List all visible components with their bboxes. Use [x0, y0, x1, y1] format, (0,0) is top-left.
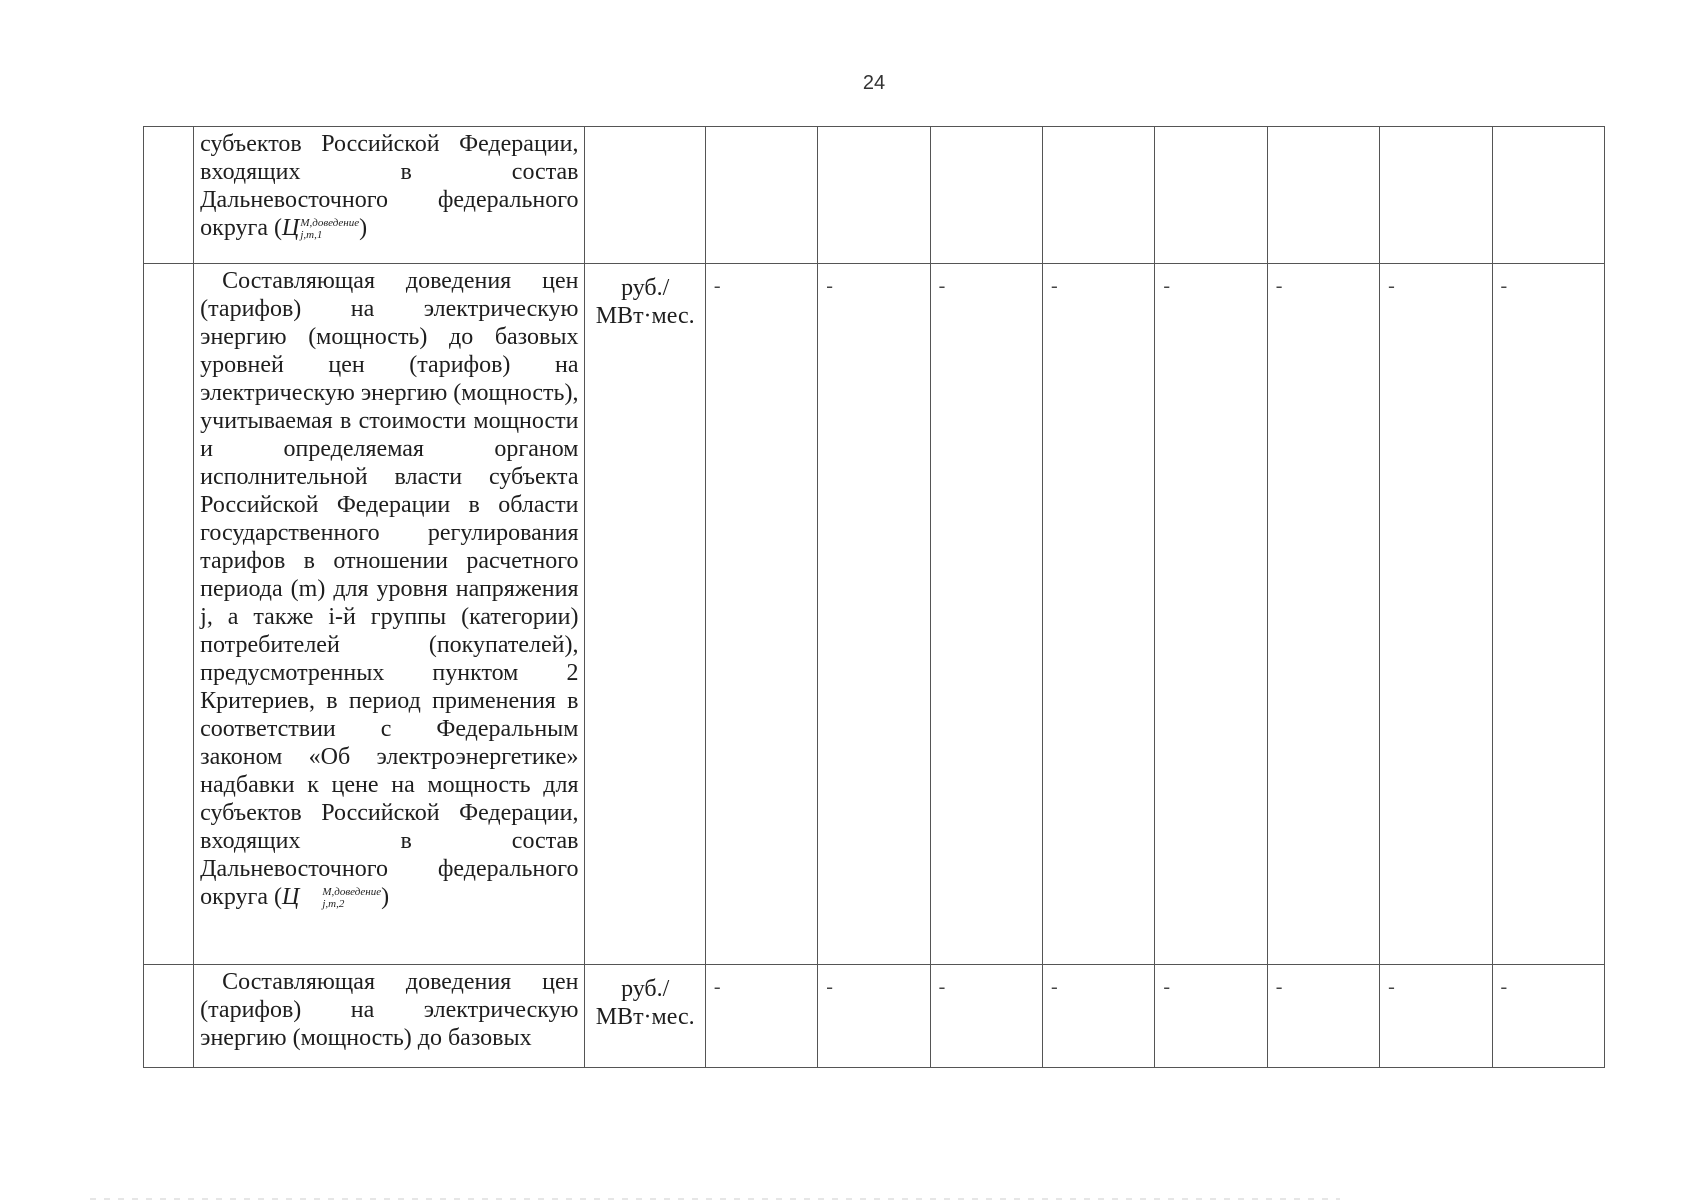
value-cell: [705, 127, 817, 264]
value-text: -: [826, 275, 833, 297]
value-cell: [1043, 264, 1155, 965]
value-text: -: [938, 275, 946, 297]
value-cell: [1492, 127, 1604, 264]
page-number: 24: [862, 72, 886, 94]
description-cell: [194, 965, 585, 1068]
value-cell: [1380, 127, 1492, 264]
unit-text: [585, 127, 704, 137]
formula-symbol: Ц: [282, 215, 300, 241]
value-cell: [1492, 264, 1604, 965]
value-text: -: [1275, 976, 1283, 998]
value-cell: [1155, 965, 1267, 1068]
formula-superscript: M,доведение: [322, 886, 382, 899]
value-cell: [818, 965, 930, 1068]
value-cell: [930, 127, 1042, 264]
value-text: -: [1500, 275, 1508, 297]
value-text: [1380, 127, 1491, 135]
value-cell: [705, 264, 817, 965]
value-text: -: [1275, 275, 1283, 297]
value-cell: [1267, 965, 1379, 1068]
value-text: [818, 127, 929, 135]
value-text: [931, 127, 1042, 135]
table-row: [144, 127, 1605, 264]
formula-indices: [300, 217, 359, 241]
value-cell: [1267, 127, 1379, 264]
value-cell: [1267, 264, 1379, 965]
description-text: Составляющая доведения цен (тарифов) на электрическую энергию (мощность) до базовых уровней цен (тарифов) на электрическую энергию (мощность), учитываемая в стоимости мощности и определяемая органом исполнительной власти субъекта Российской Федерации в области государственного регулирования тарифов в отношении расчетного периода (m) для уровня напряжения j, а также i-й группы (категории) потребителей (покупателей), предусмотренных пунктом 2 Критериев, в период применения в соответствии с Федеральным законом «Об электроэнергетике» надбавки к цене на мощность для субъектов Российской Федерации, входящих в состав Дальневосточного федерального округа (: [200, 268, 579, 910]
value-text: -: [1051, 275, 1058, 297]
value-cell: [1492, 965, 1604, 1068]
formula-symbol: Ц: [282, 884, 300, 910]
value-text: -: [713, 275, 721, 297]
unit-cell: [585, 264, 705, 965]
value-text: -: [1388, 976, 1395, 998]
formula-indices: [300, 886, 381, 910]
formula-subscript: j,m,1: [300, 229, 323, 242]
value-text: [1268, 127, 1379, 135]
table-row: [144, 965, 1605, 1068]
value-cell: [1380, 965, 1492, 1068]
value-cell: [1380, 264, 1492, 965]
value-text: -: [1163, 275, 1171, 297]
value-cell: [1155, 127, 1267, 264]
value-text: -: [1500, 976, 1508, 998]
row-number-cell: [144, 264, 194, 965]
row-number-cell: [144, 127, 194, 264]
description-cell: [194, 264, 585, 965]
value-text: [1043, 127, 1154, 135]
description-text: субъектов Российской Федерации, входящих в состав Дальневосточного федерального округа (: [200, 131, 579, 241]
value-cell: [930, 264, 1042, 965]
value-cell: [818, 127, 930, 264]
value-cell: [1043, 965, 1155, 1068]
value-text: -: [1163, 976, 1171, 998]
description-text: Составляющая доведения цен (тарифов) на электрическую энергию (мощность) до базовых: [200, 969, 579, 1051]
value-text: -: [1051, 976, 1058, 998]
value-text: [706, 127, 817, 135]
formula-superscript: M,доведение: [300, 217, 360, 230]
value-text: -: [1388, 275, 1395, 297]
value-text: [1155, 127, 1266, 135]
value-cell: [705, 965, 817, 1068]
value-cell: [818, 264, 930, 965]
formula-subscript: j,m,2: [322, 898, 345, 911]
description-cell: [194, 127, 585, 264]
value-text: -: [826, 976, 833, 998]
table-row: [144, 264, 1605, 965]
unit-cell: [585, 127, 705, 264]
tariff-table: [143, 126, 1605, 1068]
value-text: [1493, 127, 1604, 135]
row-number-cell: [144, 965, 194, 1068]
unit-cell: [585, 965, 705, 1068]
value-cell: [1155, 264, 1267, 965]
value-text: -: [938, 976, 946, 998]
value-cell: [1043, 127, 1155, 264]
value-text: -: [713, 976, 721, 998]
formula-close: ): [381, 884, 390, 910]
unit-text: руб./ МВт·мес.: [595, 976, 695, 1030]
formula-close: ): [359, 215, 368, 241]
value-cell: [930, 965, 1042, 1068]
unit-text: руб./ МВт·мес.: [595, 275, 695, 329]
